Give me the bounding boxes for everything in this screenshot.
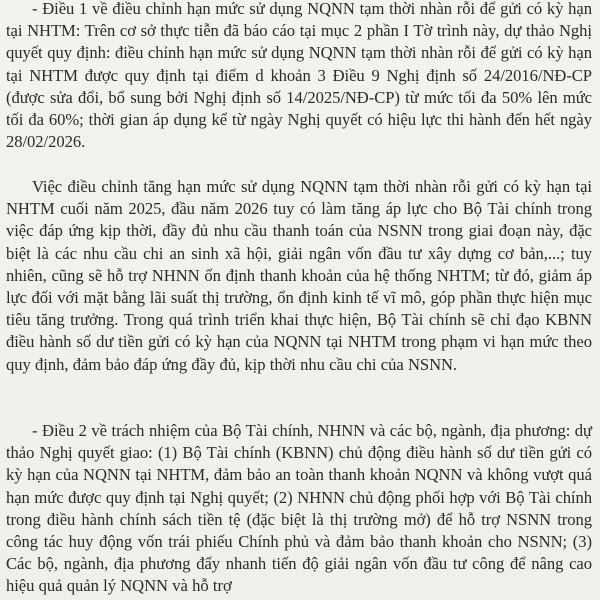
paragraph-article-2: - Điều 2 về trách nhiệm của Bộ Tài chính, NHNN và các bộ, ngành, địa phương: dự thảo Nghị quyết giao: (1) Bộ Tài chính (KBNN) chủ động điều hành số dư tiền gửi có kỳ hạn của NQNN tại NHTM, đảm bảo an toàn thanh khoản NQNN và không vượt quá hạn mức được quy định tại Nghị quyết; (2) NHNN chủ động phối hợp với Bộ Tài chính trong điều hành chính sách tiền tệ (đặc biệt là thị trường mở) để hỗ trợ NSNN trong công tác huy động vốn trái phiếu Chính phủ và đảm bảo thanh khoản cho NSNN; (3) Các bộ, ngành, địa phương đẩy nhanh tiến độ giải ngân vốn đầu tư công để nâng cao hiệu quả quản lý NQNN và hỗ trợ [6,421,592,596]
paragraph-rationale: Việc điều chỉnh tăng hạn mức sử dụng NQNN tạm thời nhàn rỗi gửi có kỳ hạn tại NHTM cuối năm 2025, đầu năm 2026 tuy có làm tăng áp lực cho Bộ Tài chính trong việc đáp ứng kịp thời, đầy đủ nhu cầu thanh toán của NSNN trong giai đoạn này, đặc biệt là các nhu cầu chi an sinh xã hội, giải ngân vốn đầu tư xây dựng cơ bản,...; tuy nhiên, cũng sẽ hỗ trợ NHNN ổn định thanh khoản của hệ thống NHTM; từ đó, giảm áp lực đối với mặt bằng lãi suất thị trường, ổn định kinh tế vĩ mô, góp phần thực hiện mục tiêu tăng trưởng. Trong quá trình triển khai thực hiện, Bộ Tài chính sẽ chỉ đạo KBNN điều hành số dư tiền gửi có kỳ hạn của NQNN tại NHTM trong phạm vi hạn mức theo quy định, đảm bảo đáp ứng đầy đủ, kịp thời nhu cầu chi của NSNN. [6,177,592,374]
paragraph-article-1: - Điều 1 về điều chỉnh hạn mức sử dụng NQNN tạm thời nhàn rỗi để gửi có kỳ hạn tại NHTM: Trên cơ sở thực tiễn đã báo cáo tại mục 2 phần I Tờ trình này, dự thảo Nghị quyết quy định: điều chỉnh hạn mức sử dụng NQNN tạm thời nhàn rỗi để gửi có kỳ hạn tại NHTM được quy định tại điểm d khoản 3 Điều 9 Nghị định số 24/2016/NĐ-CP (được sửa đổi, bổ sung bởi Nghị định số 14/2025/NĐ-CP) từ mức tối đa 50% lên mức tối đa 60%; thời gian áp dụng kể từ ngày Nghị quyết có hiệu lực thi hành đến hết ngày 28/02/2026. [6,0,592,152]
